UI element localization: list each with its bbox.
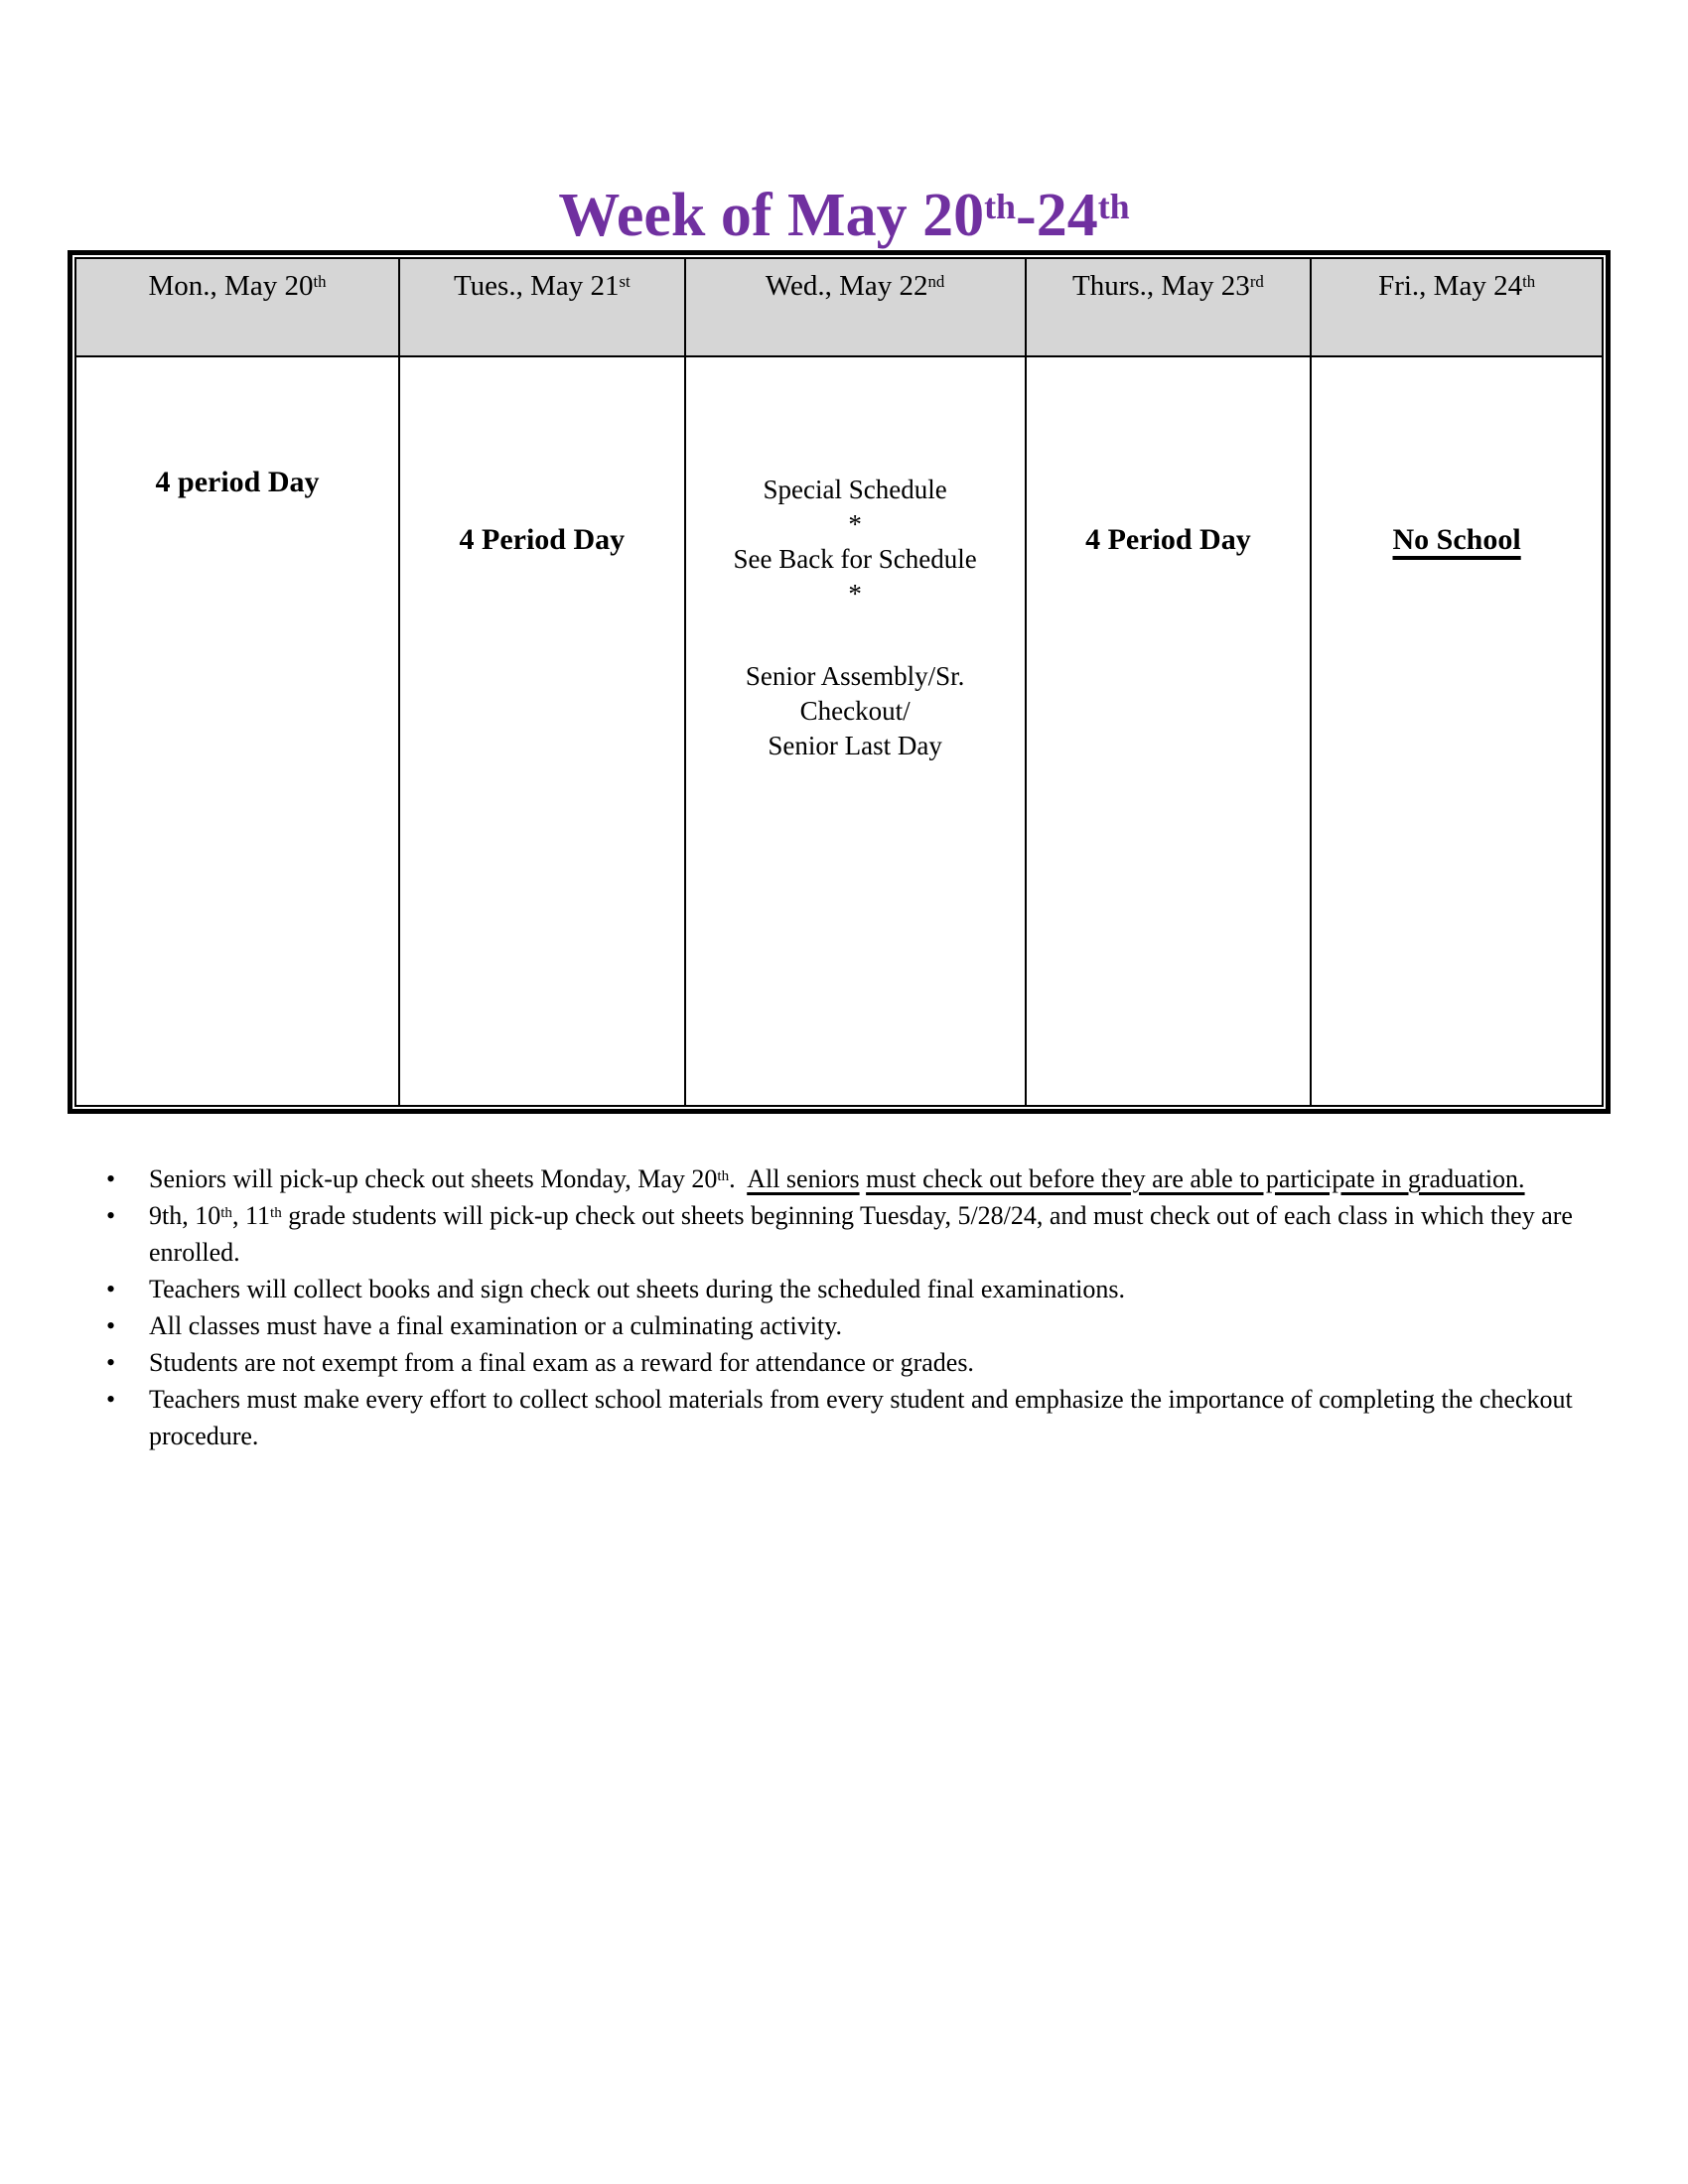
note-item (96, 1271, 1594, 1307)
page-title: Week of May 20th-24th (558, 181, 1130, 249)
table-header-row (75, 258, 1603, 356)
tuesday-label: 4 Period Day (459, 523, 626, 556)
bullet-marker: • (106, 1275, 116, 1303)
day-cell-tuesday (399, 356, 685, 1106)
wednesday-line: Senior Last Day (768, 731, 942, 760)
notes-list (96, 1160, 1594, 1454)
day-cell-thursday (1026, 356, 1312, 1106)
note-item (96, 1197, 1594, 1271)
day-cell-monday (75, 356, 399, 1106)
header-cell-thursday: Thurs., May 23rd (1026, 258, 1312, 356)
table-body-row (75, 356, 1603, 1106)
note-text: 9th, 10th, 11th grade students will pick-up check out sheets beginning Tuesday, 5/28/24, and must check out of each class in which they are enrolled. (149, 1201, 1573, 1267)
schedule-table (68, 250, 1611, 1114)
note-text: All classes must have a final examination or a culminating activity. (149, 1311, 842, 1340)
note-text: Students are not exempt from a final exam as a reward for attendance or grades. (149, 1348, 974, 1377)
day-cell-friday (1311, 356, 1603, 1106)
note-text: Teachers must make every effort to collect school materials from every student and emphasize the importance of completing the checkout procedure. (149, 1385, 1573, 1450)
bullet-marker: • (106, 1348, 116, 1377)
asterisk-separator: * (848, 579, 862, 609)
friday-label: No School (1392, 523, 1521, 556)
header-cell-monday: Mon., May 20th (75, 258, 399, 356)
note-item (96, 1307, 1594, 1344)
header-cell-friday: Fri., May 24th (1311, 258, 1603, 356)
wednesday-line: Senior Assembly/Sr. (745, 661, 965, 691)
schedule-table-grid (74, 257, 1604, 1107)
monday-label: 4 period Day (155, 466, 320, 498)
day-cell-wednesday (685, 356, 1026, 1106)
wednesday-line: Checkout/ (799, 696, 911, 726)
note-item (96, 1160, 1594, 1197)
thursday-label: 4 Period Day (1085, 523, 1251, 556)
bullet-marker: • (106, 1164, 116, 1193)
note-item (96, 1381, 1594, 1454)
header-cell-tuesday: Tues., May 21st (399, 258, 685, 356)
note-item (96, 1344, 1594, 1381)
bullet-marker: • (106, 1311, 116, 1340)
wednesday-line: Special Schedule (763, 475, 947, 504)
note-text: Teachers will collect books and sign check out sheets during the scheduled final examinations. (149, 1275, 1126, 1303)
bullet-marker: • (106, 1385, 116, 1414)
note-text: Seniors will pick-up check out sheets Monday, May 20th. All seniors must check out before they are able to participate in graduation. (149, 1164, 1525, 1193)
bullet-marker: • (106, 1201, 116, 1230)
asterisk-separator: * (848, 509, 862, 539)
wednesday-line: See Back for Schedule (733, 544, 977, 574)
header-cell-wednesday: Wed., May 22nd (685, 258, 1026, 356)
